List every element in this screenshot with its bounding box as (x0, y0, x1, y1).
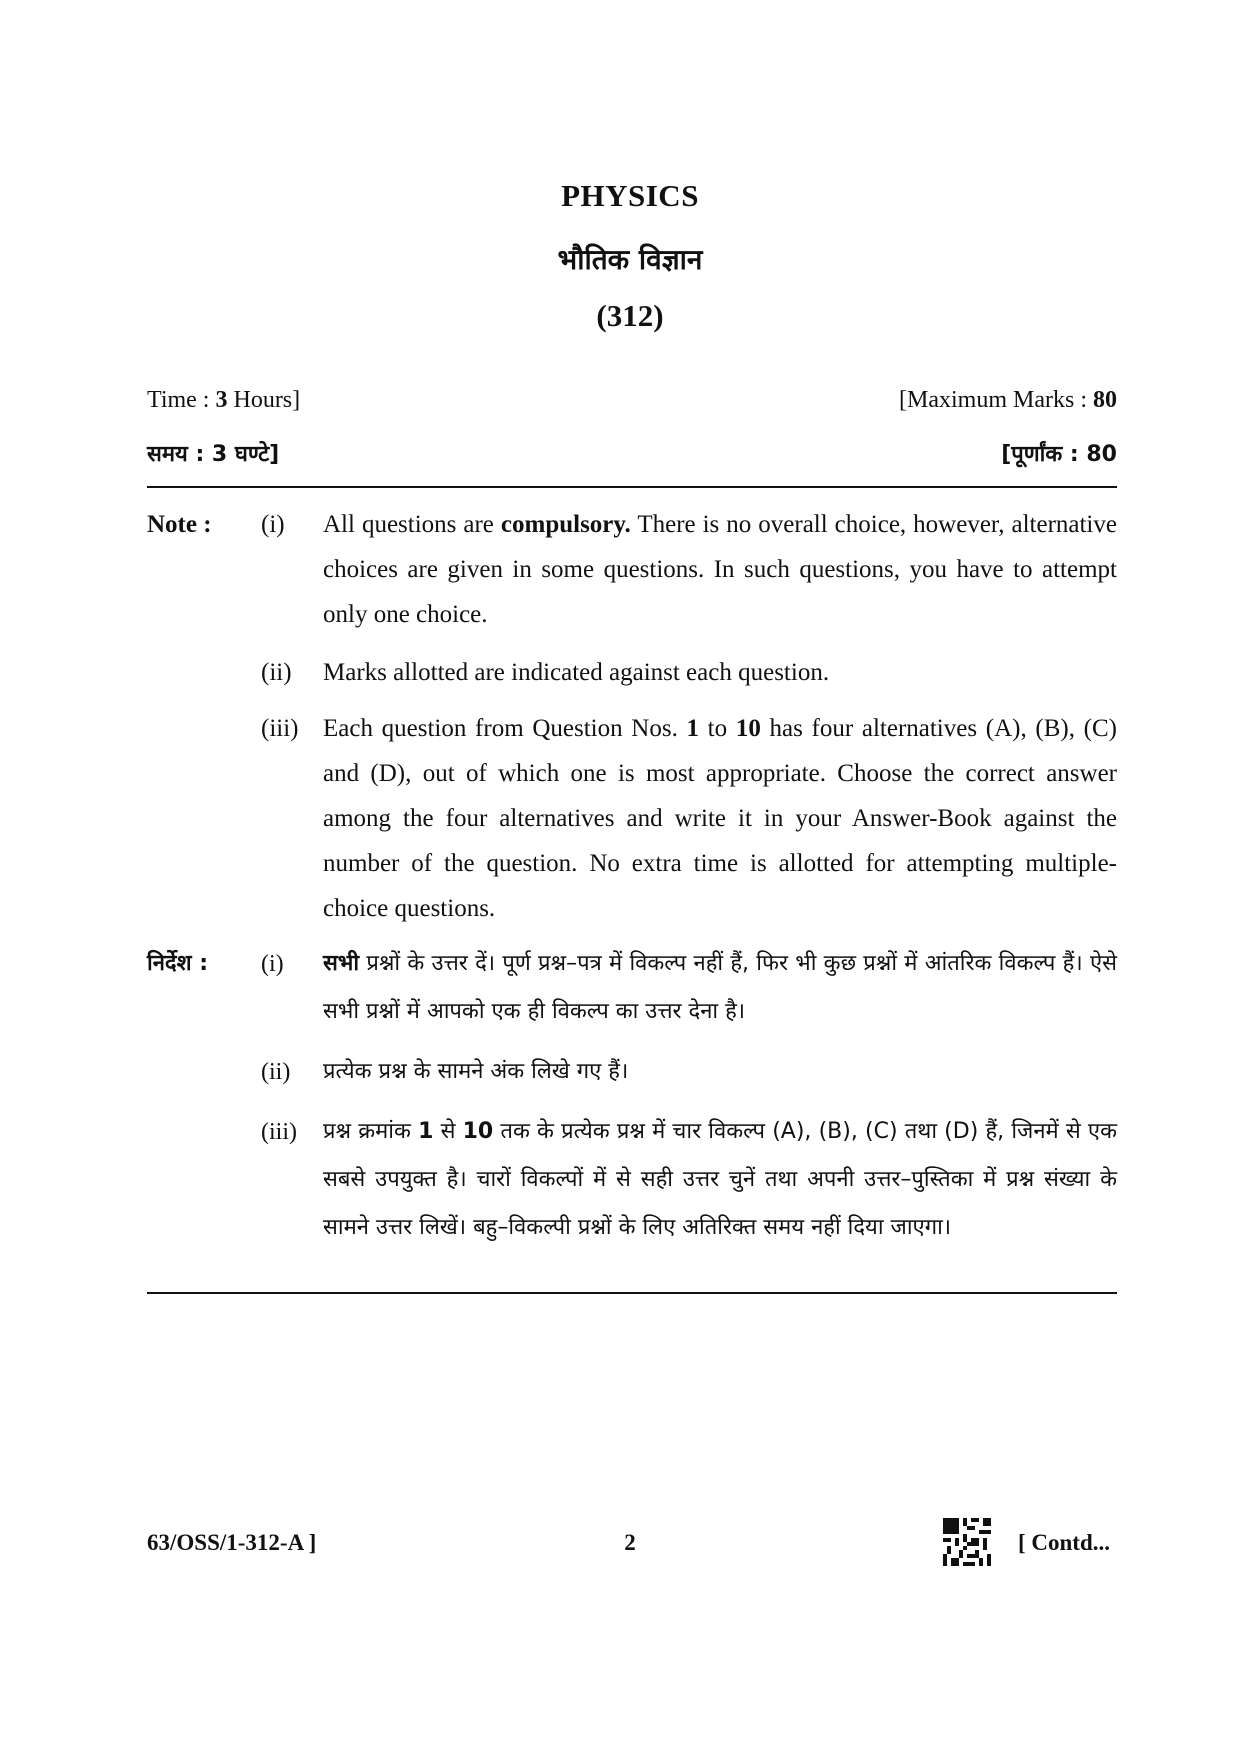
page-number: 2 (624, 1530, 636, 1555)
time-english: Time : 3 Hours] (147, 387, 301, 413)
bottom-divider (147, 1292, 1117, 1294)
time-hindi: समय : 3 घण्टे] (147, 442, 280, 467)
qr-code-icon (943, 1518, 991, 1566)
paper-title-english: PHYSICS (561, 178, 699, 213)
continued-label: [ Contd... (1018, 1530, 1111, 1555)
nirdesh-label: निर्देश : (147, 951, 209, 976)
subject-code: (312) (596, 298, 664, 333)
max-marks-hindi: [पूर्णांक : 80 (1001, 442, 1117, 467)
paper-title-hindi: भौतिक विज्ञान (557, 243, 703, 276)
note-label: Note : (147, 511, 212, 538)
top-divider (147, 486, 1117, 488)
paper-code: 63/OSS/1-312-A ] (147, 1530, 317, 1555)
max-marks-english: [Maximum Marks : 80 (899, 387, 1117, 413)
